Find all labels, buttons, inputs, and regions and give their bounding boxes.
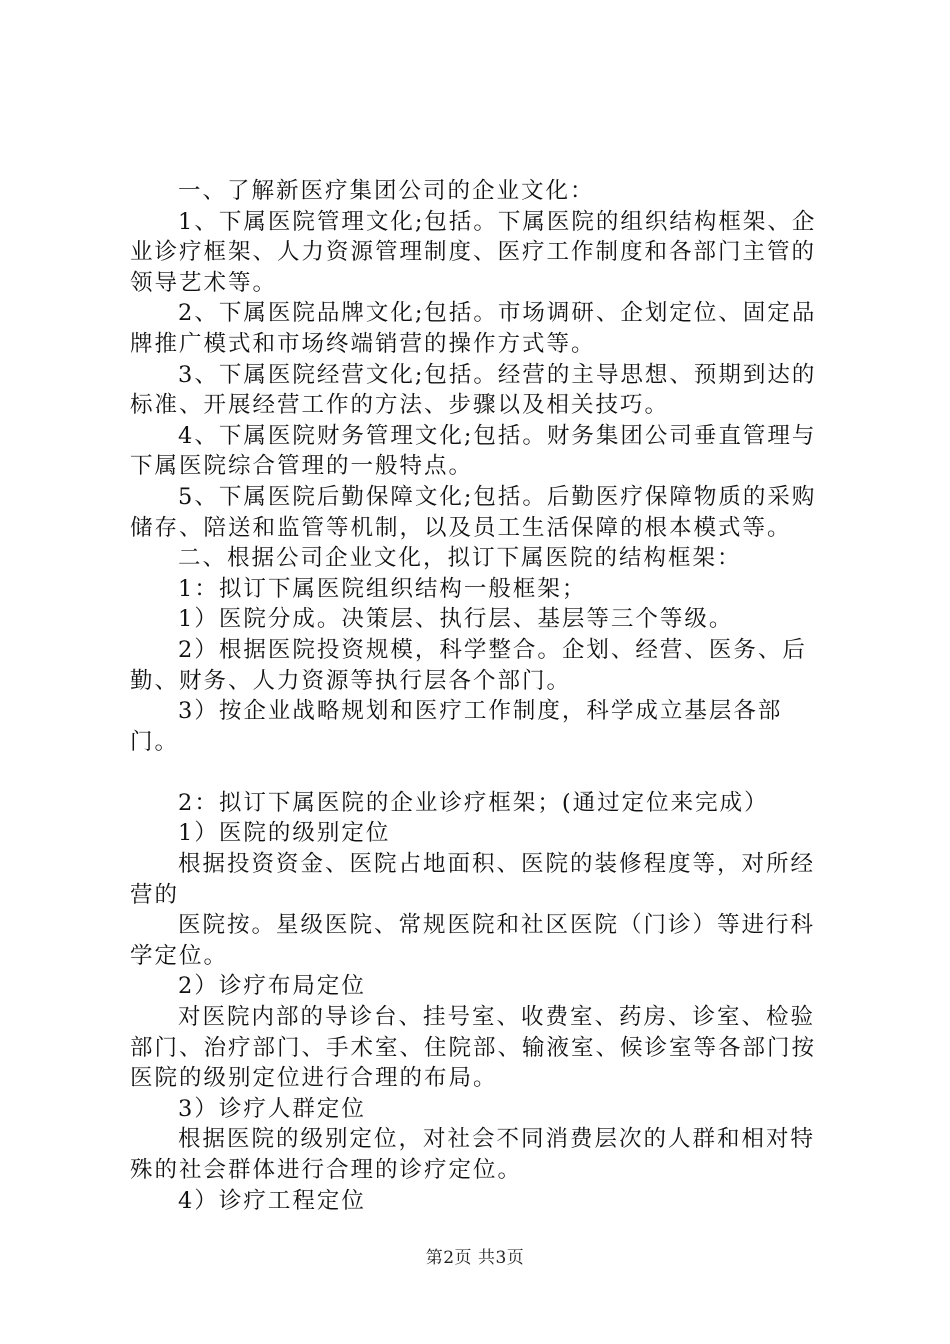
paragraph-org-base-departments: 3）按企业战略规划和医疗工作制度，科学成立基层各部门。	[130, 698, 783, 755]
paragraph-org-integration: 2）根据医院投资规模，科学整合。企划、经营、医务、后勤、财务、人力资源等执行层各个部门。	[130, 636, 807, 694]
heading-section-2: 二、根据公司企业文化，拟订下属医院的结构框架：	[178, 545, 742, 572]
paragraph-layout-positioning: 对医院内部的导诊台、挂号室、收费室、药房、诊室、检验部门、治疗部门、手术室、住院部、输液室、候诊室等各部门按医院的级别定位进行合理的布局。	[130, 1004, 817, 1092]
paragraph-population-positioning: 根据医院的级别定位，对社会不同消费层次的人群和相对特殊的社会群体进行合理的诊疗定位。	[130, 1126, 816, 1183]
subheading-engineering-positioning: 4）诊疗工程定位	[178, 1187, 366, 1214]
document-body	[130, 176, 830, 1216]
page-footer: 第2页 共3页	[425, 1248, 525, 1268]
paragraph-level-positioning-2: 医院按。星级医院、常规医院和社区医院（门诊）等进行科学定位。	[130, 912, 816, 969]
subheading-population-positioning: 3）诊疗人群定位	[178, 1095, 366, 1122]
blank-line	[130, 757, 830, 788]
subheading-layout-positioning: 2）诊疗布局定位	[178, 973, 366, 1000]
paragraph-level-positioning-1: 根据投资资金、医院占地面积、医院的装修程度等，对所经营的	[130, 851, 816, 908]
heading-section-1: 一、了解新医疗集团公司的企业文化：	[178, 178, 595, 204]
paragraph-brand-culture: 2、下属医院品牌文化;包括。市场调研、企划定位、固定品牌推广模式和市场终端销营的操作方式等。	[130, 300, 817, 357]
paragraph-operation-culture: 3、下属医院经营文化;包括。经营的主导思想、预期到达的标准、开展经营工作的方法、步骤以及相关技巧。	[130, 361, 817, 419]
paragraph-management-culture: 1、下属医院管理文化;包括。下属医院的组织结构框架、企业诊疗框架、人力资源管理制度、医疗工作制度和各部门主管的领导艺术等。	[130, 208, 817, 296]
subheading-level-positioning: 1）医院的级别定位	[178, 820, 391, 847]
subheading-org-framework: 1：拟订下属医院组织结构一般框架；	[178, 575, 587, 602]
paragraph-logistics-culture: 5、下属医院后勤保障文化;包括。后勤医疗保障物质的采购储存、陪送和监管等机制，以及员工生活保障的根本模式等。	[130, 483, 817, 541]
paragraph-org-levels: 1）医院分成。决策层、执行层、基层等三个等级。	[178, 606, 734, 633]
paragraph-finance-culture: 4、下属医院财务管理文化;包括。财务集团公司垂直管理与下属医院综合管理的一般特点。	[130, 422, 817, 480]
subheading-diagnosis-framework: 2：拟订下属医院的企业诊疗框架；(通过定位来完成）	[178, 789, 769, 816]
